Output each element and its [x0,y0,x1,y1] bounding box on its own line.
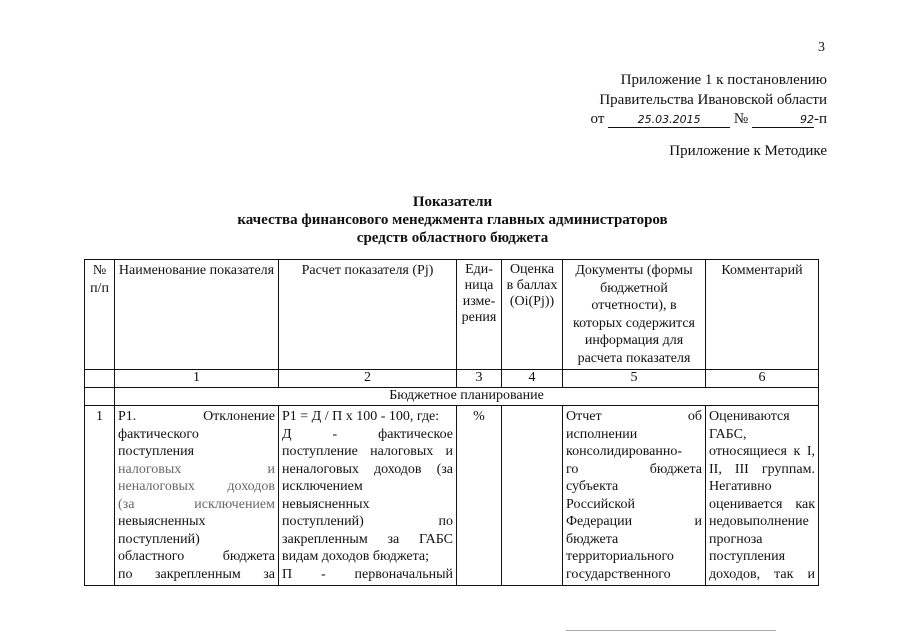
column-number: 5 [563,370,706,388]
header-docs: Документы (формы бюджетной отчетности), в которых содержится информация для расчета показателя [563,260,706,370]
section-empty [85,388,115,406]
text-line: поступлений) [118,531,200,547]
header-unit: Еди-ница изме-рения [457,260,502,370]
text-line: налоговых и [118,461,275,477]
score-cell [502,406,563,586]
text-line: Р1. Отклонение [118,409,275,424]
calculation-cell [279,406,457,586]
table-row [85,406,819,586]
column-number-row [85,370,819,388]
header-score: Оценка в баллах (Oi(Pj)) [502,260,563,370]
unit-cell: % [457,406,502,586]
text-line: относящиеся к I, [709,444,815,459]
indicator-name-cell [115,406,279,586]
comment-cell [706,406,819,586]
text-line: по закрепленным за [118,566,275,582]
column-number: 3 [457,370,502,388]
section-title: Бюджетное планирование [115,388,819,406]
page-number: 3 [818,40,825,55]
text-line: бюджета [566,531,619,547]
text-line: Негативно [709,479,772,494]
section-row [85,388,819,406]
government-line: Правительства Ивановской области [599,92,827,108]
handwritten-number: 92 [752,113,814,128]
column-number: 2 [279,370,457,388]
text-line: консолидированно- [566,444,682,459]
indicators-table [84,259,819,586]
number-label: № [733,111,749,127]
column-number-empty [85,370,115,388]
table-header-row [85,260,819,370]
header-num: № п/п [85,260,115,370]
text-line: фактического [118,426,199,442]
text-line: неналоговых доходов (за [282,461,453,477]
text-line: доходов, так и [709,566,815,582]
methodology-line: Приложение к Методике [669,143,827,159]
appendix-line: Приложение 1 к постановлению [620,72,827,88]
text-line: недовыполнение [709,514,809,529]
text-line: II, III группам. [709,461,815,477]
text-line: Отчет об [566,409,702,424]
text-line: P1 = Д / П x 100 - 100, где: [282,409,440,424]
text-line: территориального [566,549,674,564]
text-line: оценивается как [709,496,815,512]
date-prefix: от [590,111,605,127]
document-subtitle-2: средств областного бюджета [356,230,549,246]
header-calc: Расчет показателя (Pj) [279,260,457,370]
text-line: Д - фактическое [282,426,453,442]
text-line: поступления [118,444,195,459]
text-line: Федерации и [566,514,702,529]
text-line: поступлений) по [282,514,453,529]
footer-divider [566,630,776,631]
text-line: поступления [709,549,786,564]
text-line: неналоговых доходов [118,479,275,494]
text-line: закрепленным за ГАБС [282,531,453,547]
document-title: Показатели [412,194,493,210]
text-line: невыясненных [118,514,206,529]
header-name: Наименование показателя [115,260,279,370]
text-line: П - первоначальный [282,566,453,582]
text-line: государственного [566,566,671,582]
handwritten-date: 25.03.2015 [608,113,730,128]
text-line: прогноза [709,531,763,547]
column-number: 1 [115,370,279,388]
column-number: 4 [502,370,563,388]
text-line: видам доходов бюджета; [282,549,429,564]
document-subtitle: качества финансового менеджмента главных администраторов [237,212,668,228]
text-line: субъекта [566,479,619,494]
text-line: Оцениваются [709,409,790,424]
text-line: ГАБС, [709,426,747,442]
column-number: 6 [706,370,819,388]
text-line: исключением [282,479,363,494]
text-line: исполнении [566,426,638,442]
text-line: (за исключением [118,496,275,512]
text-line: невыясненных [282,496,370,512]
number-suffix: -п [813,111,827,127]
date-number-line [591,111,827,128]
text-line: поступление налоговых и [282,444,453,459]
text-line: го бюджета [566,461,702,477]
row-number: 1 [85,406,115,586]
text-line: областного бюджета [118,549,275,564]
text-line: Российской [566,496,635,512]
header-comment: Комментарий [706,260,819,370]
documents-cell [563,406,706,586]
